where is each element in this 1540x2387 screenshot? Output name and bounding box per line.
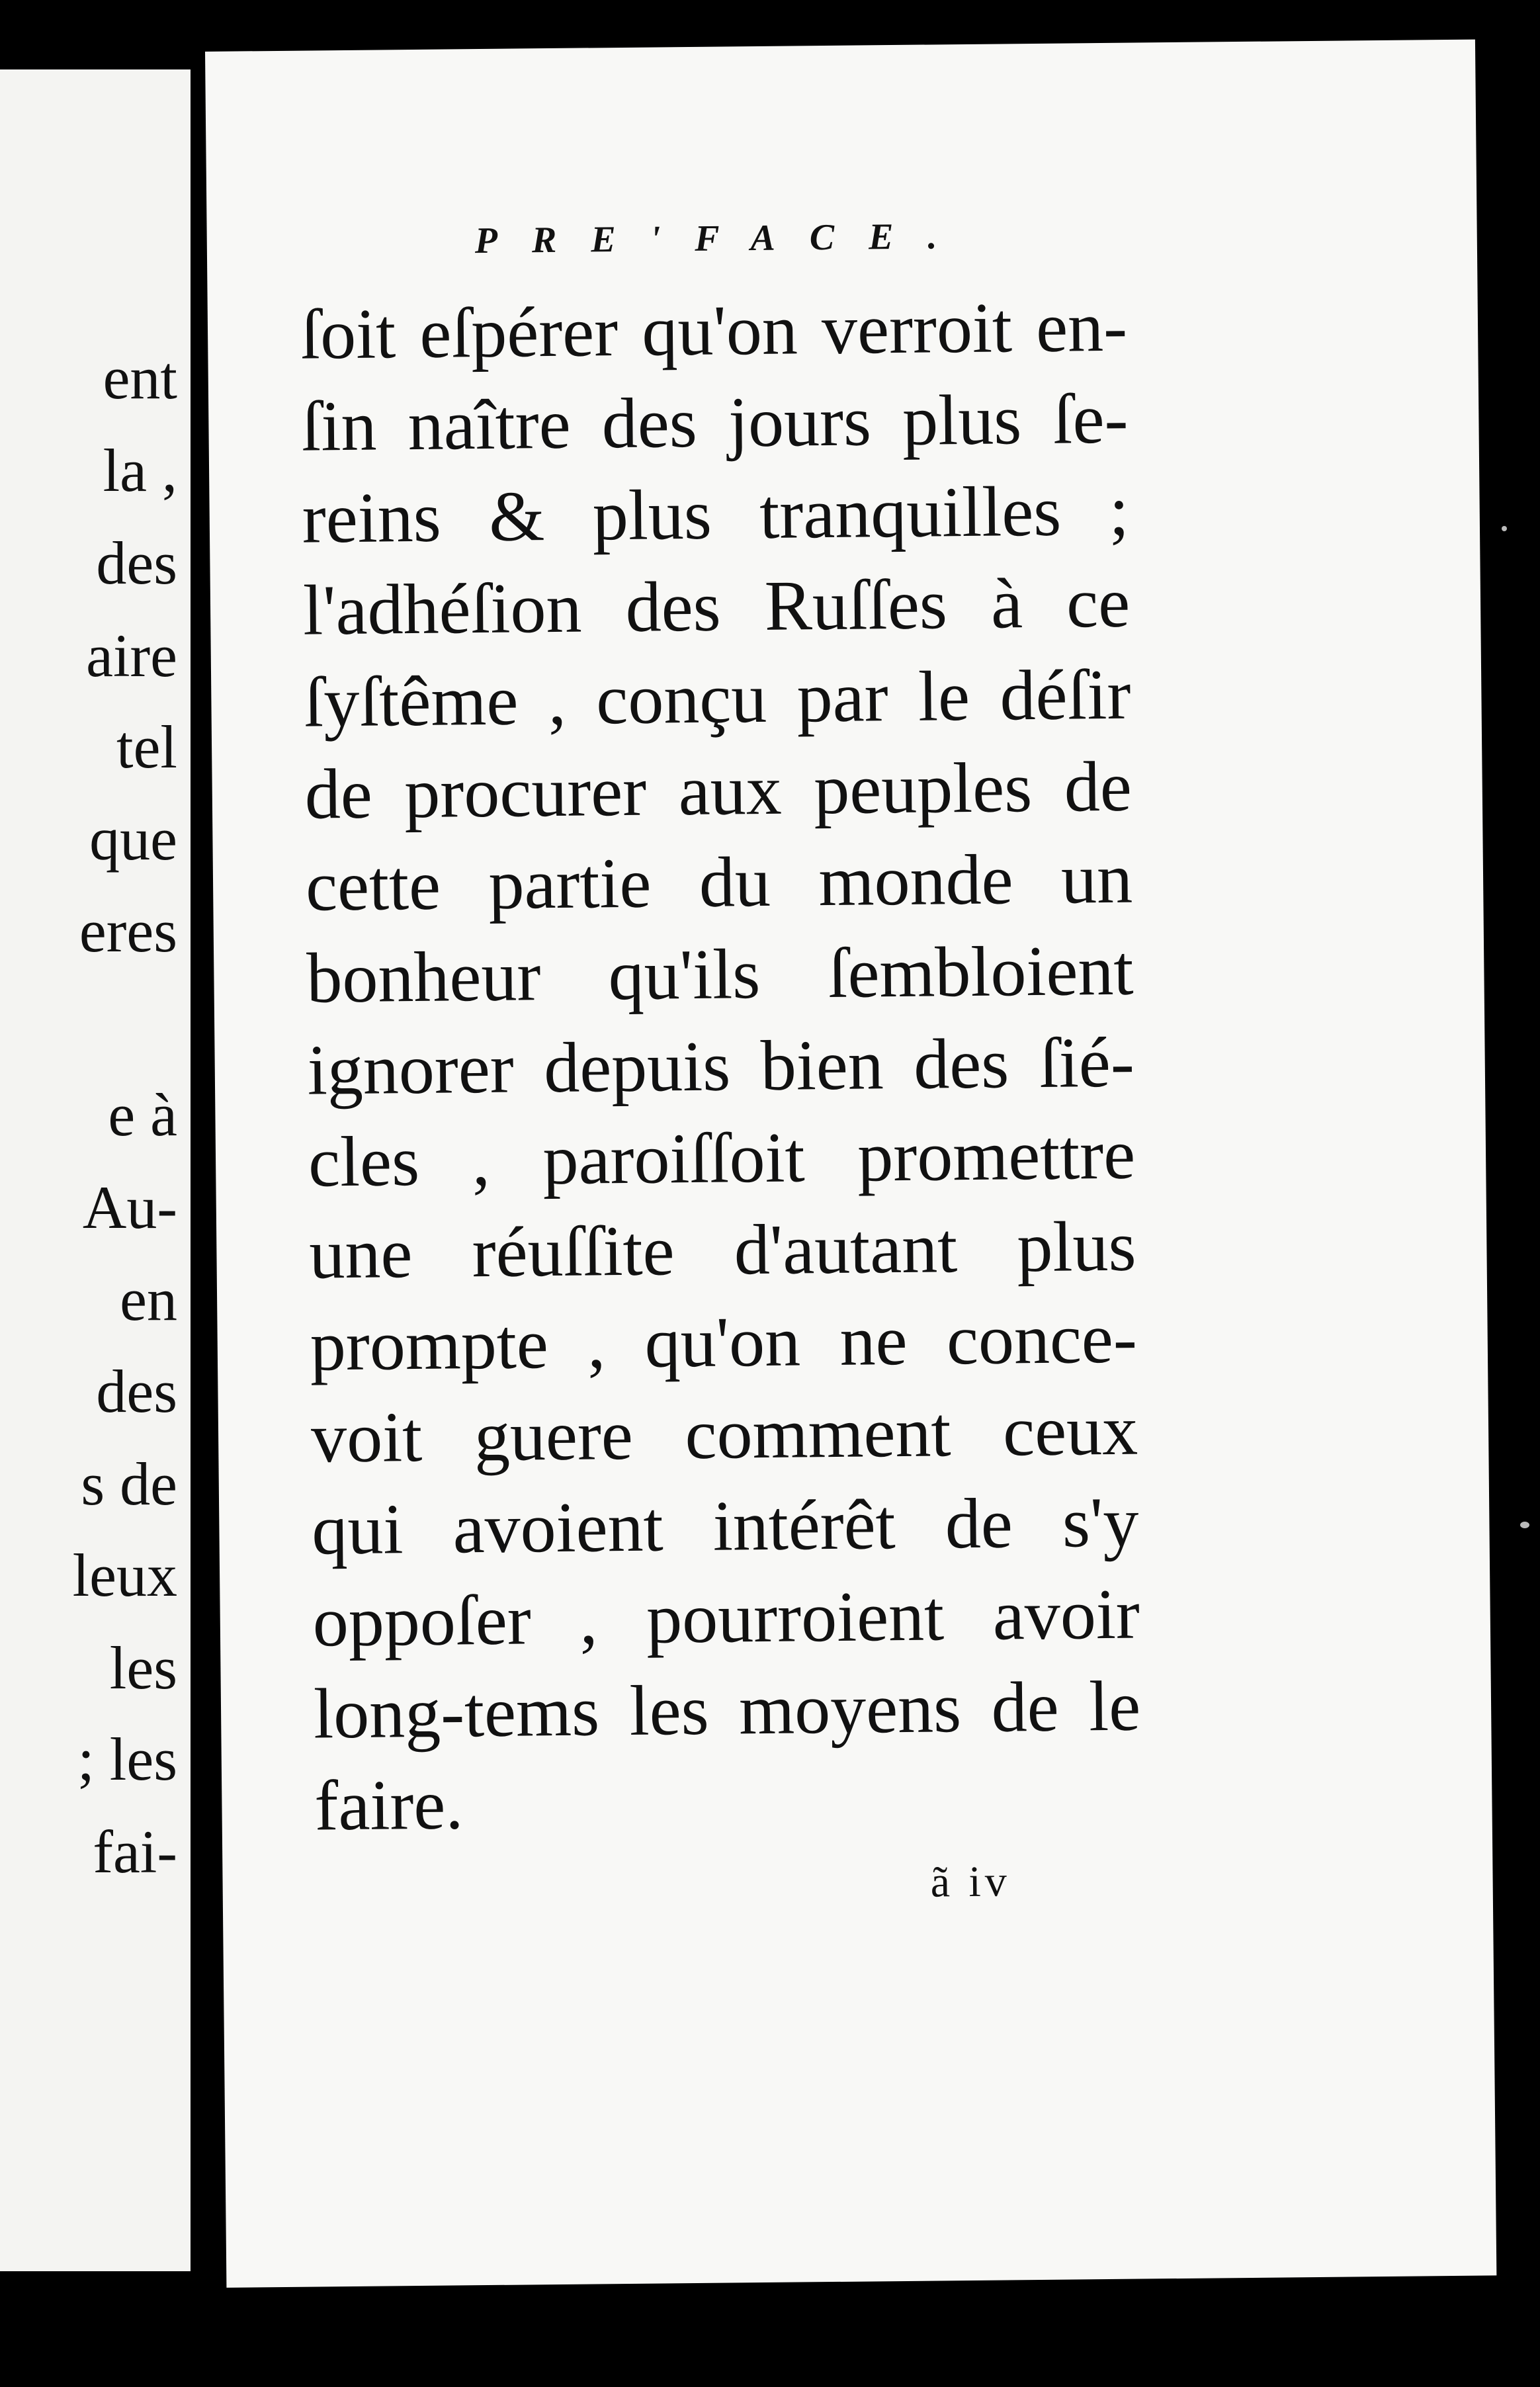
left-page-line: que [89, 805, 177, 873]
left-page-line: la , [103, 437, 177, 504]
text-line: ſyſtême , conçu par le déſir [303, 655, 1131, 742]
text-line: une réuſſite d'autant plus [308, 1207, 1136, 1294]
left-page-line: e à [108, 1081, 177, 1149]
left-page-line: Au- [82, 1174, 177, 1241]
signature-mark: ã iv [930, 1857, 1011, 1907]
text-line: faire. [314, 1765, 464, 1846]
text-line: prompte , qu'on ne conce- [310, 1299, 1138, 1386]
running-header: PRE'FACE. [474, 215, 972, 262]
text-line: cette partie du monde un [305, 839, 1133, 926]
text-line: long-tems les moyens de le [313, 1667, 1141, 1754]
text-line: ignorer depuis bien des ſié- [307, 1023, 1135, 1110]
left-page [0, 69, 191, 2271]
left-page-line: leux [72, 1541, 177, 1609]
scan-speck [1502, 526, 1507, 531]
left-page-line: aire [86, 622, 177, 689]
text-line: cles , paroiſſoit promettre [308, 1115, 1136, 1202]
text-line: qui avoient intérêt de s'y [311, 1483, 1139, 1570]
left-page-line: en [120, 1266, 177, 1333]
text-line: voit guere comment ceux [310, 1391, 1138, 1478]
left-page-line: des [96, 1358, 177, 1425]
left-page-line: ; les [77, 1725, 177, 1793]
text-line: reins & plus tranquilles ; [302, 471, 1130, 558]
body-text [300, 281, 1142, 1852]
left-page-line: s de [81, 1450, 177, 1518]
text-line: bonheur qu'ils ſembloient [306, 931, 1134, 1018]
scan-speck [1520, 1522, 1529, 1528]
left-page-line: fai- [93, 1818, 177, 1886]
right-page [205, 40, 1496, 2288]
left-page-line: les [109, 1634, 177, 1702]
left-page-line: ent [103, 344, 177, 412]
text-line: ſoit eſpérer qu'on verroit en- [300, 287, 1128, 374]
text-line: de procurer aux peuples de [304, 747, 1133, 834]
text-line: oppoſer , pourroient avoir [312, 1575, 1140, 1662]
text-line: l'adhéſion des Ruſſes à ce [302, 563, 1131, 650]
left-page-line: des [96, 529, 177, 597]
left-page-line: eres [79, 897, 177, 965]
left-page-line: tel [116, 713, 177, 781]
text-line: ſin naître des jours plus ſe- [300, 379, 1129, 466]
